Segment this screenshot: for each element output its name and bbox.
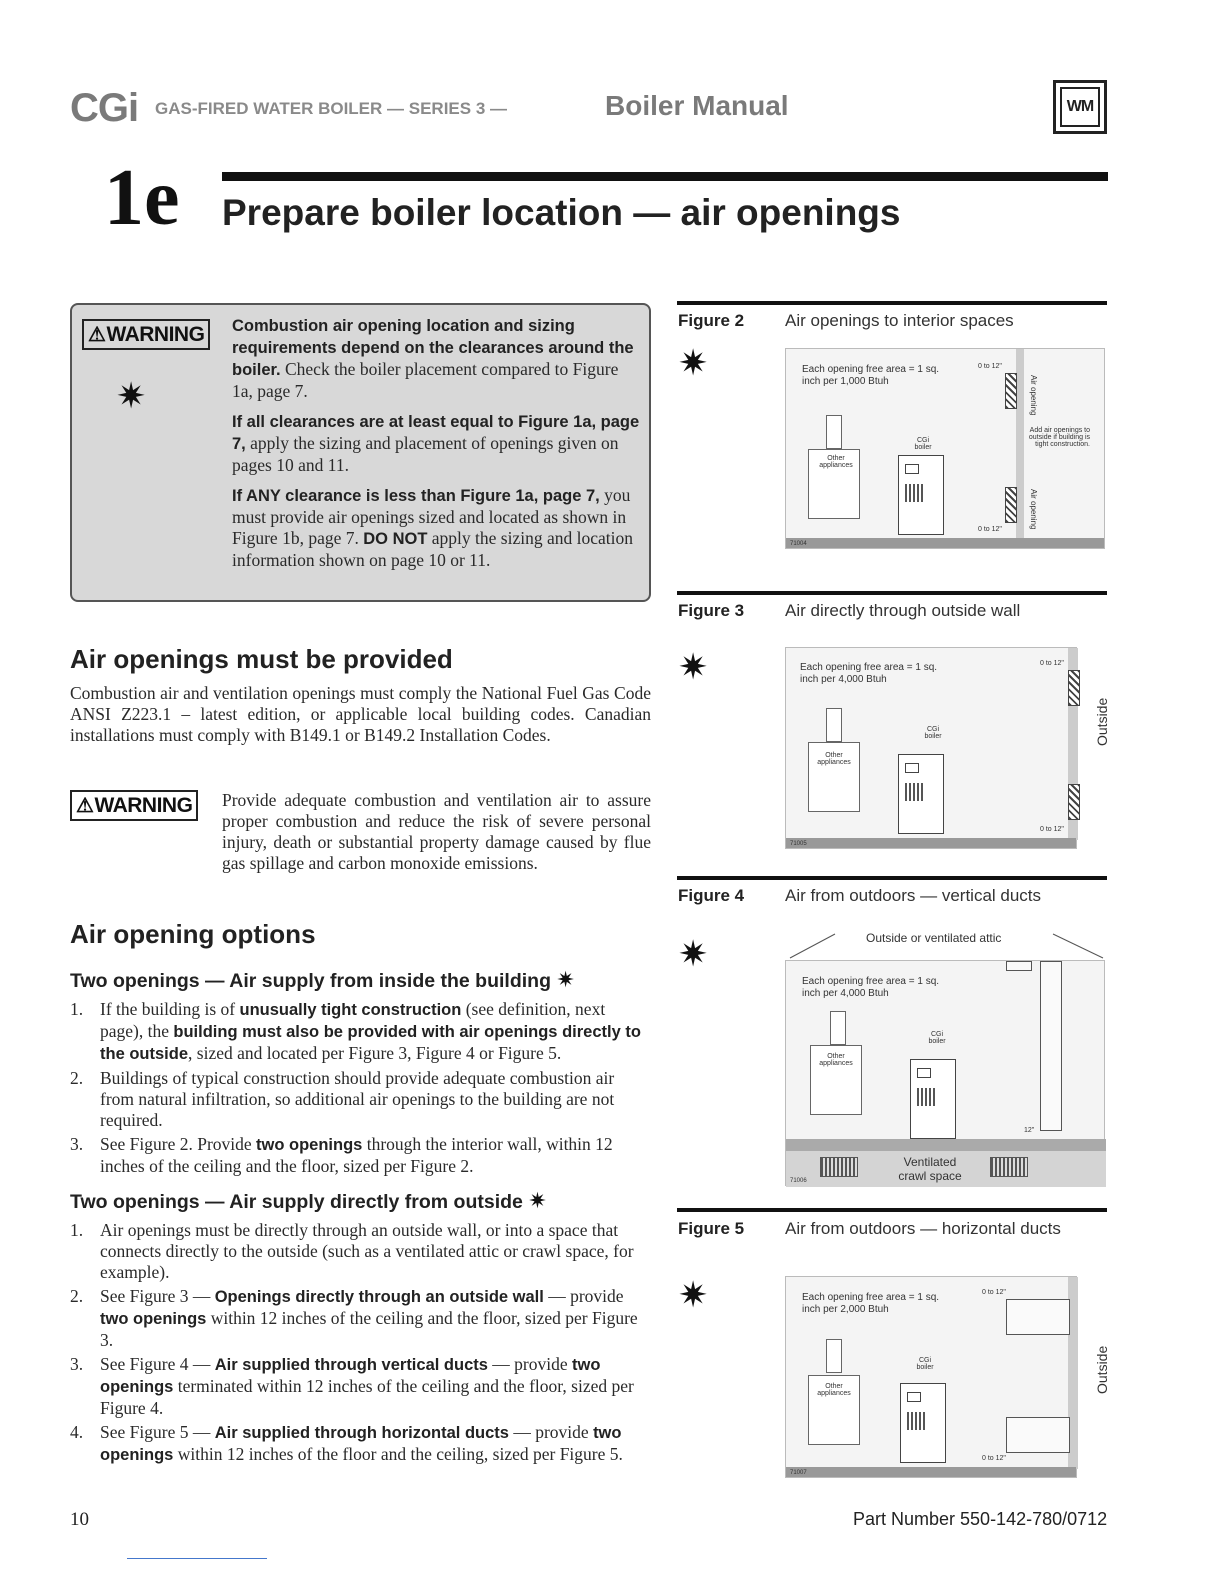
other-appliances-label: Other appliances	[819, 1053, 853, 1067]
inside-openings-list	[70, 999, 651, 1180]
asterisk-icon: ✷	[678, 934, 709, 975]
figure-5-rule	[677, 1208, 1107, 1212]
asterisk-icon: ✷	[116, 376, 147, 417]
weil-mclain-logo	[1053, 80, 1107, 134]
appliance-flue	[830, 1011, 846, 1045]
cgi-boiler	[900, 1383, 946, 1463]
list-num: 3.	[70, 1134, 84, 1154]
figure-5-diagram	[785, 1276, 1077, 1478]
air-opening-label: Air opening	[1029, 375, 1038, 416]
footer-link-line	[127, 1558, 267, 1559]
warning-text	[232, 315, 640, 580]
bold: two openings	[100, 1424, 622, 1464]
air-opening-label: Air opening	[1029, 489, 1038, 530]
bold: two openings	[100, 1310, 207, 1328]
cgi-boiler-label: CGi boiler	[916, 1357, 934, 1371]
text: Air openings must be directly through an outside wall, or into a space that connects directly to the outside (such as a ventilated attic or crawl space, for example).	[100, 1220, 634, 1282]
text: See Figure 2. Provide	[100, 1134, 257, 1154]
header-subtitle: GAS-FIRED WATER BOILER — SERIES 3 —	[155, 99, 507, 118]
figure-4-rule	[677, 876, 1107, 880]
text: — provide	[508, 1422, 594, 1442]
bold: unusually tight construction	[239, 1001, 462, 1019]
text: See Figure 3 —	[100, 1286, 215, 1306]
asterisk-icon: ✷	[678, 1275, 709, 1316]
clearance-label: 0 to 12"	[1040, 660, 1064, 667]
brand-name: CGi	[70, 86, 139, 130]
text: through the interior wall, within 12 inches of the ceiling and the floor, sized per Figure 2.	[100, 1134, 613, 1176]
figure-4-diagram	[785, 960, 1105, 1186]
figure-5-label: Figure 5	[678, 1219, 745, 1238]
warning-p2-text: apply the sizing and placement of openings given on pages 10 and 11.	[232, 433, 619, 475]
crawl-vent-right	[990, 1157, 1028, 1177]
section-rule	[222, 172, 1108, 181]
clearance-label: 0 to 12"	[982, 1289, 1006, 1296]
outside-openings-list	[70, 1220, 651, 1469]
warning-p3-text2: apply the sizing and location information shown on page 10 or 11.	[232, 528, 633, 570]
text: — provide	[487, 1354, 573, 1374]
header-manual-title: Boiler Manual	[605, 90, 789, 121]
cgi-boiler-label: CGi boiler	[928, 1031, 946, 1045]
text: Buildings of typical construction should provide adequate combustion air from natural infiltration, so additional air openings to the building are not required.	[100, 1068, 615, 1130]
asterisk-icon: ✷	[556, 968, 575, 993]
fig4-area-text: Each opening free area = 1 sq. inch per 4,000 Btuh	[802, 976, 940, 999]
list-item	[70, 1134, 651, 1177]
fig2-code: 71004	[790, 541, 807, 547]
bold: Air supplied through horizontal ducts	[214, 1424, 509, 1442]
asterisk-icon: ✷	[678, 343, 709, 384]
list-item	[70, 1068, 651, 1131]
bold: two openings	[256, 1136, 363, 1154]
figure-3-label: Figure 3	[678, 601, 745, 620]
list-item	[70, 1286, 651, 1351]
list-num: 2.	[70, 1286, 84, 1306]
floor	[786, 838, 1076, 848]
appliance-flue	[826, 1339, 842, 1373]
vertical-duct	[1040, 961, 1062, 1131]
text: See Figure 5 —	[100, 1422, 215, 1442]
list-num: 3.	[70, 1354, 84, 1374]
part-number: Part Number 550-142-780/0712	[853, 1509, 1108, 1529]
other-appliances-label: Other appliances	[819, 455, 853, 469]
asterisk-icon: ✷	[528, 1189, 547, 1214]
list-num: 1.	[70, 1220, 84, 1240]
text: terminated within 12 inches of the ceiling and the floor, sized per Figure 4.	[100, 1376, 634, 1418]
warning-p1-text: Check the boiler placement compared to Figure 1a, page 7.	[232, 359, 619, 401]
appliance-flue	[826, 415, 842, 449]
heading-air-opening-options: Air opening options	[70, 919, 316, 949]
bold: Air supplied through vertical ducts	[214, 1356, 488, 1374]
air-opening-top	[1068, 670, 1080, 706]
crawl-vent-left	[820, 1157, 858, 1177]
fig4-code: 71006	[790, 1178, 807, 1184]
asterisk-icon: ✷	[678, 647, 709, 688]
floor-slab	[786, 1139, 1106, 1151]
clearance-label: 0 to 12"	[982, 1455, 1006, 1462]
figure-2-caption: Air openings to interior spaces	[785, 311, 1014, 330]
outside-label: Outside	[1094, 697, 1110, 746]
attic-label: Outside or ventilated attic	[866, 931, 1002, 945]
horizontal-duct-bottom	[1006, 1417, 1070, 1453]
warning-badge-label: WARNING	[106, 322, 205, 346]
air-opening-bottom	[1068, 784, 1080, 820]
cgi-boiler	[898, 754, 944, 834]
horizontal-duct-top	[1006, 1299, 1070, 1335]
warning-badge-2	[70, 790, 198, 821]
fig5-code: 71007	[790, 1470, 807, 1476]
list-num: 2.	[70, 1068, 84, 1088]
cgi-boiler-label: CGi boiler	[914, 437, 932, 451]
list-item	[70, 1354, 651, 1419]
cgi-boiler	[898, 455, 944, 535]
logo-text: WM	[1060, 87, 1100, 127]
air-openings-body: Combustion air and ventilation openings must comply the National Fuel Gas Code ANSI Z223.1 – latest edition, or applicable local building codes. Canadian installations must comply with B149.1 or B149.2 Installation Codes.	[70, 683, 651, 745]
section-title: Prepare boiler location — air openings	[222, 192, 901, 233]
heading-inside-openings	[70, 970, 575, 993]
figure-3-caption: Air directly through outside wall	[785, 601, 1021, 620]
air-opening-top	[1005, 373, 1017, 409]
clearance-label: 0 to 12"	[1040, 826, 1064, 833]
text: (see definition, next page), the	[100, 999, 606, 1041]
warning-box	[70, 303, 651, 602]
fig5-area-text: Each opening free area = 1 sq. inch per 2,000 Btuh	[802, 1292, 940, 1315]
air-opening-bottom	[1005, 487, 1017, 523]
outside-label: Outside	[1094, 1345, 1110, 1394]
page-number: 10	[70, 1509, 89, 1530]
figure-2-diagram	[785, 348, 1105, 549]
figure-3-diagram	[785, 647, 1077, 849]
fig2-area-text: Each opening free area = 1 sq. inch per 1,000 Btuh	[802, 364, 940, 387]
duct-top-cap	[1006, 961, 1032, 971]
list-item	[70, 1422, 651, 1466]
cgi-boiler-label: CGi boiler	[924, 726, 942, 740]
warning-triangle-icon: ⚠	[76, 795, 94, 817]
heading-outside-text: Two openings — Air supply directly from outside	[70, 1191, 523, 1213]
text: within 12 inches of the floor and the ceiling, sized per Figure 5.	[173, 1444, 623, 1464]
figure-3-rule	[677, 591, 1107, 595]
warning-badge	[82, 319, 210, 350]
crawl-space-label: Ventilated crawl space	[898, 1155, 962, 1183]
figure-5-caption: Air from outdoors — horizontal ducts	[785, 1219, 1061, 1238]
list-item	[70, 999, 651, 1065]
section-number: 1e	[104, 154, 180, 242]
figure-2-rule	[677, 301, 1107, 305]
heading-inside-text: Two openings — Air supply from inside the building	[70, 970, 551, 992]
bold: building must also be provided with air openings directly to the outside	[100, 1023, 641, 1063]
warning-triangle-icon: ⚠	[88, 324, 106, 346]
warning-badge-label: WARNING	[94, 793, 193, 817]
list-num: 1.	[70, 999, 84, 1019]
appliance-flue	[826, 708, 842, 742]
list-item	[70, 1220, 651, 1283]
warning-p1-bold: Combustion air opening location and sizing requirements depend on the clearances around the boiler.	[232, 317, 634, 379]
warning-p2-bold: If all clearances are at least equal to Figure 1a, page 7,	[232, 413, 640, 453]
text: within 12 inches of the ceiling and the floor, sized per Figure 3.	[100, 1308, 638, 1350]
floor	[786, 1467, 1076, 1477]
text: — provide	[543, 1286, 624, 1306]
other-appliances-label: Other appliances	[817, 1383, 851, 1397]
warning-text-2: Provide adequate combustion and ventilation air to assure proper combustion and reduce the risk of severe personal injury, death or substantial property damage caused by flue gas spillage and carbon monoxide emissions.	[222, 790, 651, 873]
other-appliances-label: Other appliances	[817, 752, 851, 766]
fig2-note: Add air openings to outside if building is tight construction.	[1028, 427, 1090, 448]
warning-p3-bold: If ANY clearance is less than Figure 1a, page 7,	[232, 487, 600, 505]
text: , sized and located per Figure 3, Figure 4 or Figure 5.	[188, 1043, 562, 1063]
clearance-label: 0 to 12"	[978, 526, 1002, 533]
warning-p3-bold2: DO NOT	[363, 530, 428, 548]
cgi-boiler	[910, 1059, 956, 1139]
clearance-label: 0 to 12"	[978, 363, 1002, 370]
figure-2-label: Figure 2	[678, 311, 745, 330]
list-num: 4.	[70, 1422, 84, 1442]
fig3-area-text: Each opening free area = 1 sq. inch per 4,000 Btuh	[800, 662, 938, 685]
figure-4-caption: Air from outdoors — vertical ducts	[785, 886, 1042, 905]
heading-air-openings-provided: Air openings must be provided	[70, 644, 453, 674]
twelve-inch-label: 12"	[1024, 1127, 1035, 1134]
floor	[786, 538, 1104, 548]
bold: two openings	[100, 1356, 601, 1396]
bold: Openings directly through an outside wall	[214, 1288, 544, 1306]
figure-4-label: Figure 4	[678, 886, 745, 905]
text: If the building is of	[100, 999, 240, 1019]
fig3-code: 71005	[790, 841, 807, 847]
heading-outside-openings	[70, 1191, 547, 1214]
warning-p3-text: you must provide air openings sized and located as shown in Figure 1b, page 7.	[232, 485, 631, 548]
text: See Figure 4 —	[100, 1354, 215, 1374]
